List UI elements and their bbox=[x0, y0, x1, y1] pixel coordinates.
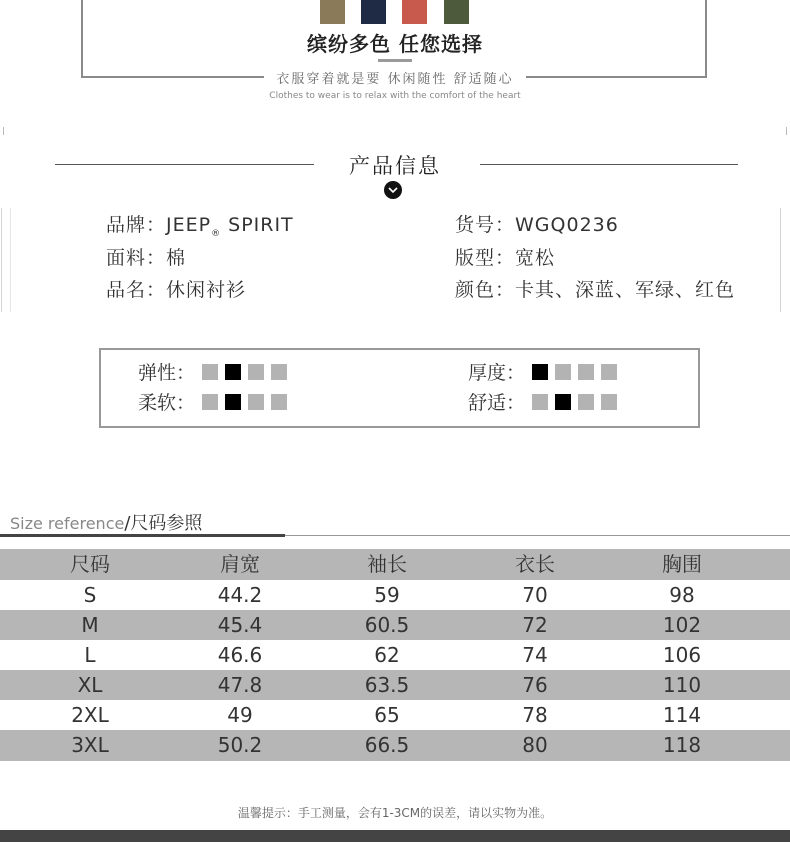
rating-square-empty bbox=[248, 364, 264, 380]
color-swatch-khaki bbox=[320, 0, 345, 24]
brand-label: 品牌： bbox=[106, 214, 167, 236]
table-cell: 65 bbox=[374, 703, 400, 727]
rating-square-empty bbox=[532, 394, 548, 410]
rating-square-empty bbox=[202, 394, 218, 410]
chevron-down-icon bbox=[384, 181, 402, 199]
name-label: 品名： bbox=[106, 279, 167, 301]
rating-square-empty bbox=[555, 364, 571, 380]
table-cell: 106 bbox=[662, 643, 702, 667]
fit-label: 版型： bbox=[455, 247, 516, 269]
sku-label: 货号： bbox=[455, 214, 516, 236]
rating-square-empty bbox=[271, 364, 287, 380]
table-cell: 98 bbox=[669, 583, 695, 607]
brand-value-suffix: SPIRIT bbox=[221, 214, 294, 236]
table-cell: 70 bbox=[522, 583, 548, 607]
table-header-cell: 胸围 bbox=[662, 552, 702, 576]
table-cell: 114 bbox=[662, 703, 702, 727]
table-cell: 49 bbox=[227, 703, 253, 727]
edge-mark bbox=[1, 208, 2, 312]
table-cell: 66.5 bbox=[364, 733, 410, 757]
thickness-label: 厚度： bbox=[468, 362, 526, 384]
rating-square-empty bbox=[248, 394, 264, 410]
rating-square-empty bbox=[271, 394, 287, 410]
rating-square-empty bbox=[578, 394, 594, 410]
tagline-subtitle: 衣服穿着就是要 休闲随性 舒适随心 bbox=[0, 68, 790, 87]
size-reference-rule bbox=[0, 534, 285, 537]
rating-square-filled bbox=[555, 394, 571, 410]
size-reference-title-cn: /尺码参照 bbox=[124, 513, 203, 534]
table-cell: 3XL bbox=[71, 733, 109, 757]
color-value: 卡其、深蓝、军绿、红色 bbox=[515, 279, 736, 301]
size-reference-title-en: Size reference bbox=[10, 514, 125, 533]
table-cell: 80 bbox=[522, 733, 548, 757]
table-cell: 2XL bbox=[71, 703, 109, 727]
table-cell: 118 bbox=[662, 733, 702, 757]
rating-square-empty bbox=[578, 364, 594, 380]
table-cell: 72 bbox=[522, 613, 548, 637]
table-cell: 60.5 bbox=[364, 613, 410, 637]
measurement-note: 温馨提示：手工测量，会有1-3CM的误差，请以实物为准。 bbox=[237, 806, 553, 820]
table-cell: 46.6 bbox=[217, 643, 263, 667]
rating-square-empty bbox=[601, 394, 617, 410]
softness-label: 柔软： bbox=[138, 392, 196, 414]
rating-square-filled bbox=[225, 364, 241, 380]
sku-value: WGQ0236 bbox=[515, 214, 619, 236]
table-cell: 50.2 bbox=[217, 733, 263, 757]
product-info-title: 产品信息 bbox=[349, 154, 441, 178]
color-label: 颜色： bbox=[455, 279, 516, 301]
table-header-cell: 袖长 bbox=[367, 552, 407, 576]
table-cell: 47.8 bbox=[217, 673, 263, 697]
edge-mark bbox=[3, 127, 4, 135]
table-cell: S bbox=[83, 583, 97, 607]
table-cell: 74 bbox=[522, 643, 548, 667]
tagline-english: Clothes to wear is to relax with the comfort of the heart bbox=[269, 91, 521, 101]
table-row bbox=[0, 580, 790, 610]
rating-square-empty bbox=[601, 364, 617, 380]
table-header-row bbox=[0, 549, 790, 580]
table-header-cell: 衣长 bbox=[515, 552, 555, 576]
tagline-underline bbox=[378, 59, 412, 62]
color-swatch-navy bbox=[361, 0, 386, 24]
edge-mark bbox=[10, 208, 11, 312]
fabric-label: 面料： bbox=[106, 247, 167, 269]
registered-mark: ® bbox=[211, 228, 222, 239]
table-row bbox=[0, 700, 790, 730]
table-cell: 45.4 bbox=[217, 613, 263, 637]
color-swatch-army-green bbox=[444, 0, 469, 24]
rating-square-filled bbox=[532, 364, 548, 380]
table-cell: XL bbox=[77, 673, 103, 697]
table-header-cell: 尺码 bbox=[70, 552, 110, 576]
tagline-title: 缤纷多色 任您选择 bbox=[307, 32, 483, 56]
table-header-cell: 肩宽 bbox=[220, 552, 260, 576]
table-row bbox=[0, 670, 790, 700]
comfort-label: 舒适： bbox=[468, 392, 526, 414]
name-value: 休闲衬衫 bbox=[166, 279, 247, 301]
edge-mark bbox=[780, 208, 781, 312]
table-row bbox=[0, 610, 790, 640]
table-cell: 63.5 bbox=[364, 673, 410, 697]
table-cell: 78 bbox=[522, 703, 548, 727]
fit-row bbox=[455, 243, 555, 270]
elasticity-label: 弹性： bbox=[138, 362, 196, 384]
size-reference-title bbox=[10, 509, 202, 535]
fabric-value: 棉 bbox=[166, 247, 187, 269]
table-row bbox=[0, 640, 790, 670]
brand-row bbox=[106, 210, 294, 239]
table-cell: 110 bbox=[662, 673, 702, 697]
brand-value: JEEP bbox=[166, 214, 212, 236]
rating-square-filled bbox=[225, 394, 241, 410]
size-reference-rule-thin bbox=[285, 535, 790, 536]
footer-bar bbox=[0, 830, 790, 842]
table-cell: L bbox=[84, 643, 96, 667]
table-cell: 59 bbox=[374, 583, 400, 607]
color-row bbox=[455, 275, 735, 302]
color-swatch-red bbox=[402, 0, 427, 24]
table-cell: 102 bbox=[662, 613, 702, 637]
rating-square-empty bbox=[202, 364, 218, 380]
table-cell: 44.2 bbox=[217, 583, 263, 607]
table-cell: M bbox=[81, 613, 99, 637]
table-cell: 76 bbox=[522, 673, 548, 697]
table-row bbox=[0, 730, 790, 761]
fabric-row bbox=[106, 243, 186, 270]
edge-mark bbox=[786, 127, 787, 135]
fit-value: 宽松 bbox=[515, 247, 556, 269]
name-row bbox=[106, 275, 246, 302]
table-cell: 62 bbox=[374, 643, 400, 667]
sku-row bbox=[455, 210, 619, 237]
